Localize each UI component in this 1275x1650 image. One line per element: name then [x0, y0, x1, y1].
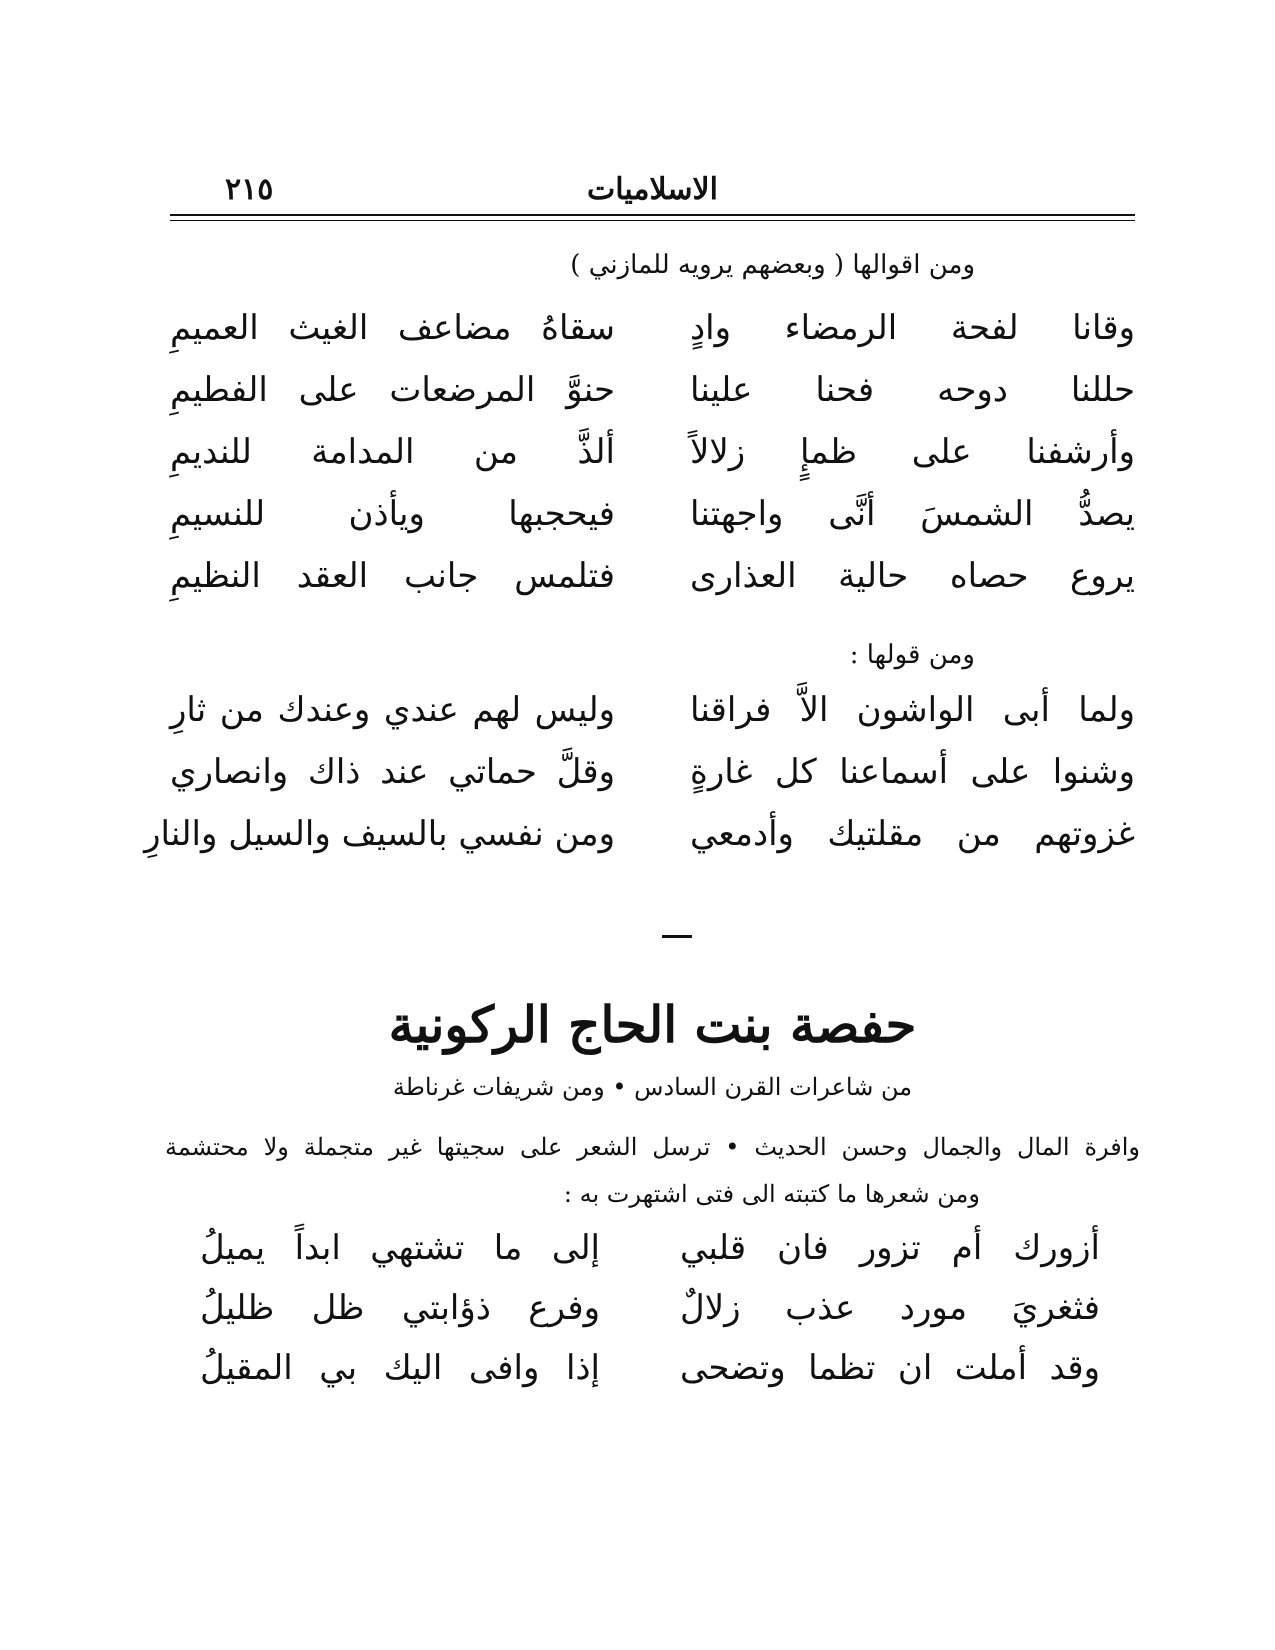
- header-rule-thin: [170, 220, 1135, 221]
- verse-hemistich-second: فيحجبها ويأذن للنسيمِ: [170, 494, 615, 534]
- verse-line: [170, 752, 1135, 800]
- verse-hemistich-second: وقلَّ حماتي عند ذاك وانصاري: [170, 752, 615, 792]
- poet-bio: وافرة المال والجمال وحسن الحديث • ترسل الشعر على سجيتها غير متجملة ولا محتشمة: [165, 1133, 1140, 1161]
- verse-hemistich-first: وشنوا على أسماعنا كل غارةٍ: [690, 752, 1135, 792]
- verse-hemistich-first: وأرشفنا على ظمإٍ زلالاً: [690, 432, 1135, 472]
- verse-hemistich-second: حنوَّ المرضعات على الفطيمِ: [170, 370, 615, 410]
- verse-line: [170, 690, 1135, 738]
- verse-line: [170, 308, 1135, 356]
- verse-hemistich-first: ولما أبى الواشون الاَّ فراقنا: [690, 690, 1135, 730]
- verse-hemistich-second: وفرع ذؤابتي ظل ظليلُ: [200, 1288, 600, 1328]
- verse-line: [170, 370, 1135, 418]
- verse-hemistich-first: يروع حصاه حالية العذارى: [690, 556, 1135, 596]
- verse-hemistich-first: وقد أملت ان تظما وتضحى: [680, 1348, 1100, 1388]
- verse-hemistich-second: إلى ما تشتهي ابداً يميلُ: [200, 1228, 600, 1268]
- verse-line: [144, 814, 1135, 862]
- verse-line: [170, 494, 1135, 542]
- verse-hemistich-second: وليس لهم عندي وعندك من ثارِ: [170, 690, 615, 730]
- verse-line: [200, 1348, 1100, 1396]
- verse-line: [200, 1228, 1100, 1276]
- poet-name-heading: حفصة بنت الحاج الركونية: [388, 995, 917, 1054]
- verse-line: [170, 432, 1135, 480]
- header-rule: [170, 214, 1135, 216]
- page-number: ٢١٥: [225, 172, 274, 207]
- verse-hemistich-first: غزوتهم من مقلتيك وأدمعي: [690, 814, 1135, 854]
- section-separator: [662, 935, 692, 938]
- section1-intro: ومن اقوالها ( وبعضهم يرويه للمازني ): [570, 250, 975, 280]
- page-header: [170, 168, 1135, 214]
- verse-hemistich-second: ومن نفسي بالسيف والسيل والنارِ: [144, 814, 615, 854]
- verse-hemistich-second: ألذَّ من المدامة للنديمِ: [170, 432, 615, 472]
- verse-hemistich-first: يصدُّ الشمسَ أنَّى واجهتنا: [690, 494, 1135, 534]
- verse-hemistich-first: وقانا لفحة الرمضاء وادٍ: [690, 308, 1135, 348]
- verse-line: [170, 556, 1135, 604]
- verse-hemistich-first: حللنا دوحه فحنا علينا: [690, 370, 1135, 410]
- verse-hemistich-first: أزورك أم تزور فان قلبي: [680, 1228, 1100, 1268]
- verse-line: [200, 1288, 1100, 1336]
- section2-intro: ومن قولها :: [849, 640, 975, 670]
- running-title: الاسلاميات: [587, 172, 718, 207]
- poet-subtitle: من شاعرات القرن السادس • ومن شريفات غرناطة: [392, 1073, 913, 1101]
- poet-poem-intro: ومن شعرها ما كتبته الى فتى اشتهرت به :: [563, 1180, 980, 1208]
- verse-hemistich-first: فثغريَ مورد عذب زلالٌ: [680, 1288, 1100, 1328]
- verse-hemistich-second: سقاهُ مضاعف الغيث العميمِ: [170, 308, 615, 348]
- verse-hemistich-second: فتلمس جانب العقد النظيمِ: [170, 556, 615, 596]
- verse-hemistich-second: إذا وافى اليك بي المقيلُ: [200, 1348, 600, 1388]
